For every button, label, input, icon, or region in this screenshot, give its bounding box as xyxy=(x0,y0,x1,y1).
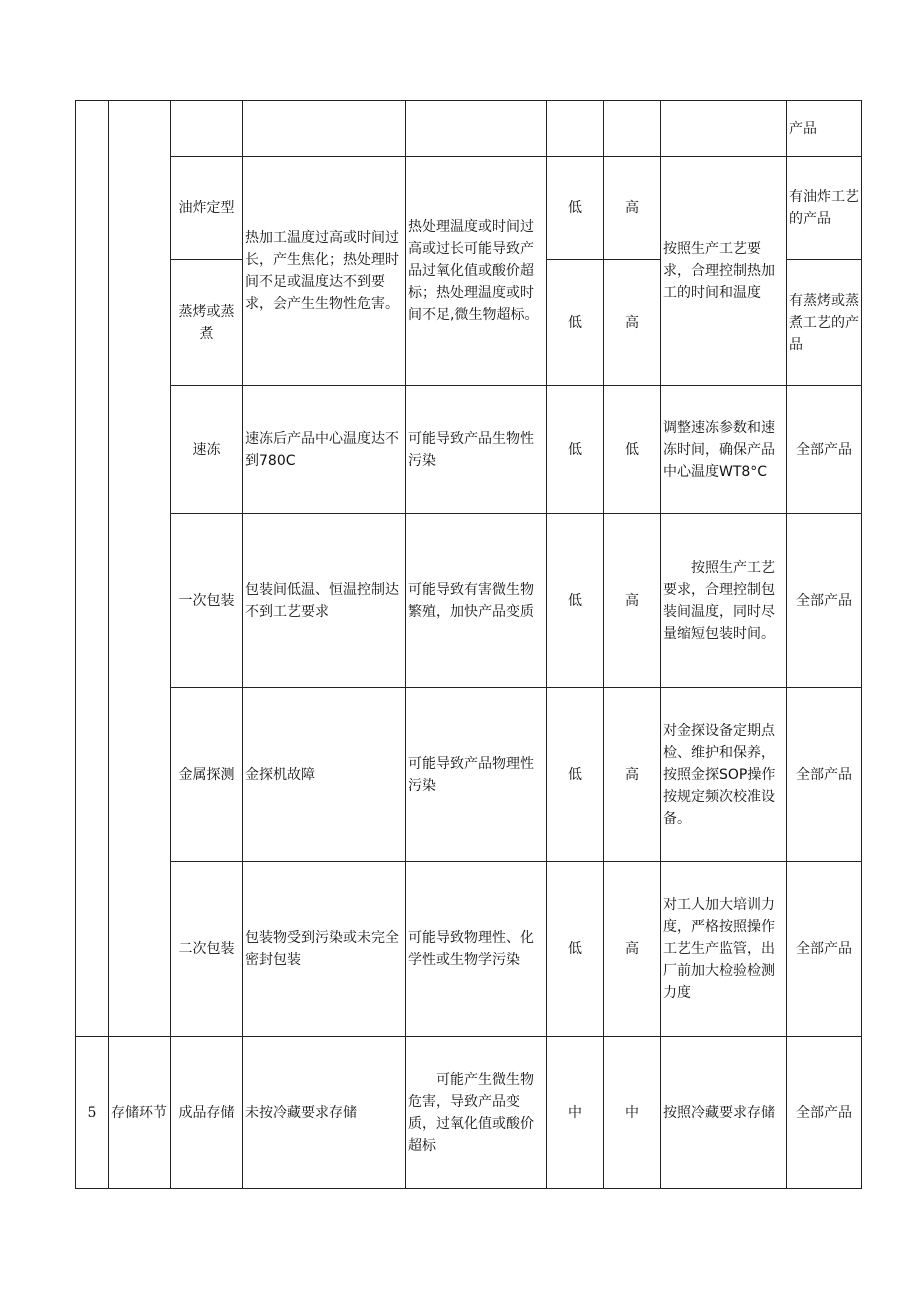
severity-cell: 中 xyxy=(604,1037,661,1189)
severity-cell: 高 xyxy=(604,862,661,1037)
hazard-cell: 热加工温度过高或时间过长，产生焦化；热处理时间不足或温度达不到要求，会产生生物性危害。 xyxy=(243,157,406,386)
control-measure-cell: 按照冷藏要求存储 xyxy=(661,1037,787,1189)
severity-cell: 高 xyxy=(604,260,661,386)
possibility-cell: 低 xyxy=(547,862,604,1037)
hazard-cell: 包装物受到污染或未完全密封包装 xyxy=(243,862,406,1037)
products-cell: 有油炸工艺的产品 xyxy=(787,157,862,260)
reason-cell: 可能产生微生物危害，导致产品变质，过氧化值或酸价超标 xyxy=(406,1037,547,1189)
reason-cell: 可能导致产品物理性污染 xyxy=(406,688,547,862)
hazard-cell: 速冻后产品中心温度达不到780C xyxy=(243,386,406,514)
process-step-cell: 金属探测 xyxy=(171,688,243,862)
table-row xyxy=(76,514,862,688)
table-row xyxy=(76,101,862,157)
severity-cell: 高 xyxy=(604,514,661,688)
control-measure-cell: 对工人加大培训力度，严格按照操作工艺生产监管，出厂前加大检验检测力度 xyxy=(661,862,787,1037)
hazard-analysis-table xyxy=(75,100,862,1189)
products-cell: 有蒸烤或蒸煮工艺的产品 xyxy=(787,260,862,386)
severity-cell: 低 xyxy=(604,386,661,514)
products-cell: 全部产品 xyxy=(787,862,862,1037)
control-measure-cell: 按照生产工艺要求，合理控制包装间温度，同时尽量缩短包装时间。 xyxy=(661,514,787,688)
possibility-cell: 低 xyxy=(547,688,604,862)
stage-cell xyxy=(109,101,171,1037)
products-cell: 全部产品 xyxy=(787,688,862,862)
hazard-cell: 金探机故障 xyxy=(243,688,406,862)
possibility-cell: 低 xyxy=(547,514,604,688)
products-cell: 全部产品 xyxy=(787,514,862,688)
table-row xyxy=(76,386,862,514)
possibility-cell: 低 xyxy=(547,157,604,260)
process-step-cell: 油炸定型 xyxy=(171,157,243,260)
control-measure-cell: 调整速冻参数和速冻时间，确保产品中心温度WT8°C xyxy=(661,386,787,514)
process-step-cell: 蒸烤或蒸煮 xyxy=(171,260,243,386)
products-cell: 全部产品 xyxy=(787,1037,862,1189)
process-step-cell: 一次包装 xyxy=(171,514,243,688)
products-cell: 产品 xyxy=(787,101,862,157)
hazard-cell: 未按冷藏要求存储 xyxy=(243,1037,406,1189)
possibility-cell: 低 xyxy=(547,260,604,386)
possibility-cell: 中 xyxy=(547,1037,604,1189)
reason-cell: 热处理温度或时间过高或过长可能导致产品过氧化值或酸价超标；热处理温度或时间不足,微生物超标。 xyxy=(406,157,547,386)
control-measure-cell: 对金探设备定期点检、维护和保养，按照金探SOP操作按规定频次校准设备。 xyxy=(661,688,787,862)
reason-cell: 可能导致产品生物性污染 xyxy=(406,386,547,514)
products-cell: 全部产品 xyxy=(787,386,862,514)
reason-cell: 可能导致物理性、化学性或生物学污染 xyxy=(406,862,547,1037)
number-cell xyxy=(76,101,109,1037)
process-step-cell: 速冻 xyxy=(171,386,243,514)
control-measure-cell: 按照生产工艺要求，合理控制热加工的时间和温度 xyxy=(661,157,787,386)
severity-cell: 高 xyxy=(604,157,661,260)
number-cell: 5 xyxy=(76,1037,109,1189)
reason-cell: 可能导致有害微生物繁殖，加快产品变质 xyxy=(406,514,547,688)
table-row xyxy=(76,862,862,1037)
table-row xyxy=(76,688,862,862)
process-step-cell: 成品存储 xyxy=(171,1037,243,1189)
process-step-cell: 二次包装 xyxy=(171,862,243,1037)
table-row xyxy=(76,157,862,260)
hazard-cell: 包装间低温、恒温控制达不到工艺要求 xyxy=(243,514,406,688)
stage-cell: 存储环节 xyxy=(109,1037,171,1189)
severity-cell: 高 xyxy=(604,688,661,862)
table-row xyxy=(76,1037,862,1189)
possibility-cell: 低 xyxy=(547,386,604,514)
